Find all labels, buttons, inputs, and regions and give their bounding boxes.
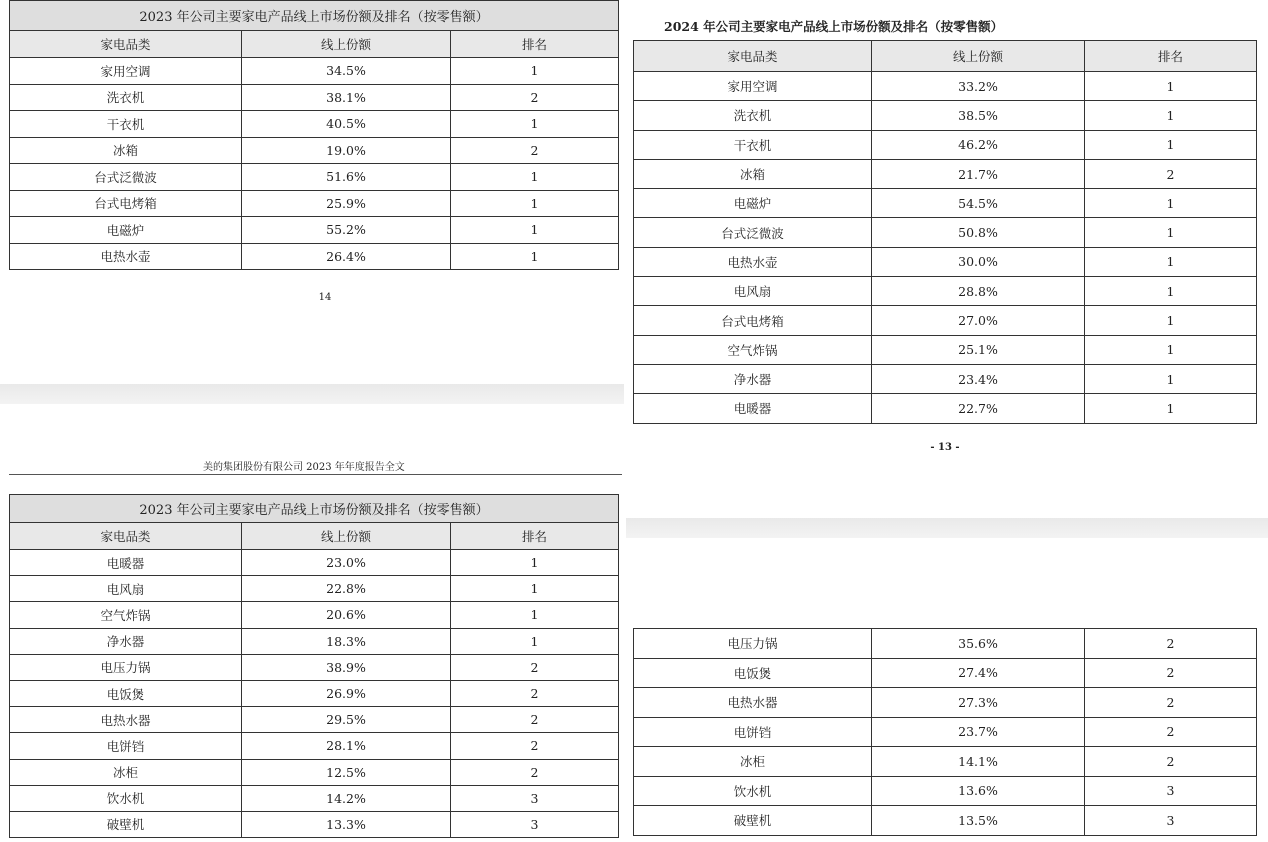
category-cell: 电饼铛 [634, 717, 872, 747]
table-row [634, 277, 1257, 306]
share-cell: 54.5% [872, 189, 1085, 218]
category-cell: 电压力锅 [10, 654, 242, 680]
table-row [634, 747, 1257, 777]
share-cell: 19.0% [242, 137, 451, 164]
table-row [10, 811, 619, 837]
rank-cell: 2 [451, 680, 619, 706]
share-cell: 13.6% [872, 776, 1085, 806]
category-cell: 电暖器 [10, 550, 242, 576]
category-cell: 洗衣机 [10, 84, 242, 111]
rank-cell: 2 [1085, 159, 1257, 188]
rank-cell: 3 [1085, 776, 1257, 806]
category-cell: 电暖器 [634, 394, 872, 423]
share-cell: 22.7% [872, 394, 1085, 423]
share-cell: 23.7% [872, 717, 1085, 747]
category-cell: 台式泛微波 [10, 164, 242, 191]
table-row [634, 159, 1257, 188]
category-cell: 冰箱 [634, 159, 872, 188]
column-header: 排名 [451, 31, 619, 58]
table-row [10, 680, 619, 706]
share-cell: 30.0% [872, 247, 1085, 276]
category-cell: 电压力锅 [634, 629, 872, 659]
table-row [634, 218, 1257, 247]
table-row [10, 628, 619, 654]
table-row [634, 130, 1257, 159]
rank-cell: 1 [451, 217, 619, 244]
share-cell: 38.5% [872, 101, 1085, 130]
column-header: 线上份额 [242, 31, 451, 58]
table-row [10, 217, 619, 244]
rank-cell: 2 [1085, 658, 1257, 688]
category-cell: 电风扇 [10, 576, 242, 602]
table-row [634, 72, 1257, 101]
rank-cell: 2 [451, 137, 619, 164]
rank-cell: 2 [451, 707, 619, 733]
share-cell: 13.5% [872, 806, 1085, 836]
share-cell: 21.7% [872, 159, 1085, 188]
table-row [10, 164, 619, 191]
rank-cell: 1 [1085, 306, 1257, 335]
header-rule [9, 474, 622, 475]
table-row [10, 654, 619, 680]
category-cell: 台式泛微波 [634, 218, 872, 247]
table-row [634, 364, 1257, 393]
share-cell: 26.9% [242, 680, 451, 706]
category-cell: 电磁炉 [10, 217, 242, 244]
rank-cell: 1 [1085, 247, 1257, 276]
page-separator [0, 384, 624, 404]
rank-cell: 2 [1085, 629, 1257, 659]
rank-cell: 2 [451, 84, 619, 111]
rank-cell: 1 [1085, 277, 1257, 306]
rank-cell: 3 [1085, 806, 1257, 836]
rank-cell: 1 [1085, 335, 1257, 364]
rank-cell: 3 [451, 811, 619, 837]
column-header: 家电品类 [634, 41, 872, 72]
category-cell: 冰柜 [10, 759, 242, 785]
share-cell: 25.1% [872, 335, 1085, 364]
rank-cell: 1 [1085, 130, 1257, 159]
share-cell: 12.5% [242, 759, 451, 785]
rank-cell: 1 [1085, 101, 1257, 130]
share-cell: 38.9% [242, 654, 451, 680]
document-header: 美的集团股份有限公司 2023 年年度报告全文 [203, 462, 405, 473]
share-cell: 14.2% [242, 785, 451, 811]
column-header: 家电品类 [10, 31, 242, 58]
share-cell: 14.1% [872, 747, 1085, 777]
share-cell: 46.2% [872, 130, 1085, 159]
table-row [10, 550, 619, 576]
category-cell: 净水器 [634, 364, 872, 393]
table-row [634, 101, 1257, 130]
share-cell: 33.2% [872, 72, 1085, 101]
category-cell: 空气炸锅 [634, 335, 872, 364]
rank-cell: 2 [451, 733, 619, 759]
rank-cell: 2 [1085, 717, 1257, 747]
share-cell: 34.5% [242, 58, 451, 85]
rank-cell: 2 [1085, 747, 1257, 777]
rank-cell: 1 [451, 602, 619, 628]
category-cell: 电饭煲 [10, 680, 242, 706]
category-cell: 家用空调 [634, 72, 872, 101]
table-row [10, 84, 619, 111]
rank-cell: 1 [1085, 72, 1257, 101]
table-row [634, 394, 1257, 423]
table-caption: 2024 年公司主要家电产品线上市场份额及排名（按零售额） [664, 19, 1004, 34]
rank-cell: 2 [1085, 688, 1257, 718]
page-number: 14 [318, 292, 332, 303]
category-cell: 电热水壶 [10, 243, 242, 270]
table-row [634, 658, 1257, 688]
rank-cell: 1 [451, 58, 619, 85]
category-cell: 台式电烤箱 [634, 306, 872, 335]
share-cell: 40.5% [242, 111, 451, 138]
table-2024-a [633, 40, 1256, 424]
table-row [10, 576, 619, 602]
category-cell: 干衣机 [634, 130, 872, 159]
table-row [10, 602, 619, 628]
category-cell: 饮水机 [10, 785, 242, 811]
column-header: 家电品类 [10, 523, 242, 550]
category-cell: 电风扇 [634, 277, 872, 306]
share-cell: 20.6% [242, 602, 451, 628]
table-row [10, 733, 619, 759]
share-cell: 28.1% [242, 733, 451, 759]
column-header: 线上份额 [872, 41, 1085, 72]
category-cell: 电热水器 [10, 707, 242, 733]
share-cell: 55.2% [242, 217, 451, 244]
table-row [634, 189, 1257, 218]
table-title: 2023 年公司主要家电产品线上市场份额及排名（按零售额） [10, 495, 619, 523]
category-cell: 电热水壶 [634, 247, 872, 276]
share-cell: 26.4% [242, 243, 451, 270]
page-separator [626, 518, 1268, 538]
rank-cell: 1 [451, 628, 619, 654]
table-row [10, 58, 619, 85]
rank-cell: 1 [1085, 364, 1257, 393]
table-row [634, 688, 1257, 718]
share-cell: 23.0% [242, 550, 451, 576]
table-row [10, 243, 619, 270]
table-row [634, 247, 1257, 276]
column-header: 排名 [451, 523, 619, 550]
category-cell: 冰柜 [634, 747, 872, 777]
share-cell: 13.3% [242, 811, 451, 837]
category-cell: 破壁机 [634, 806, 872, 836]
share-cell: 51.6% [242, 164, 451, 191]
category-cell: 空气炸锅 [10, 602, 242, 628]
column-header: 排名 [1085, 41, 1257, 72]
category-cell: 台式电烤箱 [10, 190, 242, 217]
rank-cell: 1 [1085, 218, 1257, 247]
share-cell: 35.6% [872, 629, 1085, 659]
category-cell: 饮水机 [634, 776, 872, 806]
table-row [10, 137, 619, 164]
rank-cell: 2 [451, 759, 619, 785]
rank-cell: 1 [1085, 189, 1257, 218]
category-cell: 净水器 [10, 628, 242, 654]
share-cell: 25.9% [242, 190, 451, 217]
share-cell: 27.3% [872, 688, 1085, 718]
table-row [634, 717, 1257, 747]
category-cell: 电热水器 [634, 688, 872, 718]
rank-cell: 1 [451, 164, 619, 191]
share-cell: 22.8% [242, 576, 451, 602]
category-cell: 电磁炉 [634, 189, 872, 218]
category-cell: 破壁机 [10, 811, 242, 837]
table-row [634, 806, 1257, 836]
rank-cell: 1 [451, 190, 619, 217]
table-row [10, 785, 619, 811]
share-cell: 18.3% [242, 628, 451, 654]
rank-cell: 3 [451, 785, 619, 811]
category-cell: 电饭煲 [634, 658, 872, 688]
table-row [10, 190, 619, 217]
rank-cell: 1 [451, 576, 619, 602]
table-row [10, 111, 619, 138]
rank-cell: 1 [451, 550, 619, 576]
category-cell: 电饼铛 [10, 733, 242, 759]
share-cell: 27.4% [872, 658, 1085, 688]
rank-cell: 1 [1085, 394, 1257, 423]
share-cell: 23.4% [872, 364, 1085, 393]
page-number: - 13 - [930, 442, 960, 453]
rank-cell: 1 [451, 243, 619, 270]
share-cell: 50.8% [872, 218, 1085, 247]
category-cell: 冰箱 [10, 137, 242, 164]
share-cell: 38.1% [242, 84, 451, 111]
rank-cell: 1 [451, 111, 619, 138]
table-row [10, 759, 619, 785]
table-row [634, 335, 1257, 364]
table-2023-b [9, 494, 618, 838]
share-cell: 28.8% [872, 277, 1085, 306]
category-cell: 洗衣机 [634, 101, 872, 130]
column-header: 线上份额 [242, 523, 451, 550]
share-cell: 27.0% [872, 306, 1085, 335]
category-cell: 家用空调 [10, 58, 242, 85]
table-row [634, 306, 1257, 335]
table-2023-a [9, 0, 618, 270]
table-row [10, 707, 619, 733]
category-cell: 干衣机 [10, 111, 242, 138]
table-title: 2023 年公司主要家电产品线上市场份额及排名（按零售额） [10, 1, 619, 31]
table-row [634, 629, 1257, 659]
table-2024-b [633, 628, 1256, 836]
share-cell: 29.5% [242, 707, 451, 733]
rank-cell: 2 [451, 654, 619, 680]
table-row [634, 776, 1257, 806]
